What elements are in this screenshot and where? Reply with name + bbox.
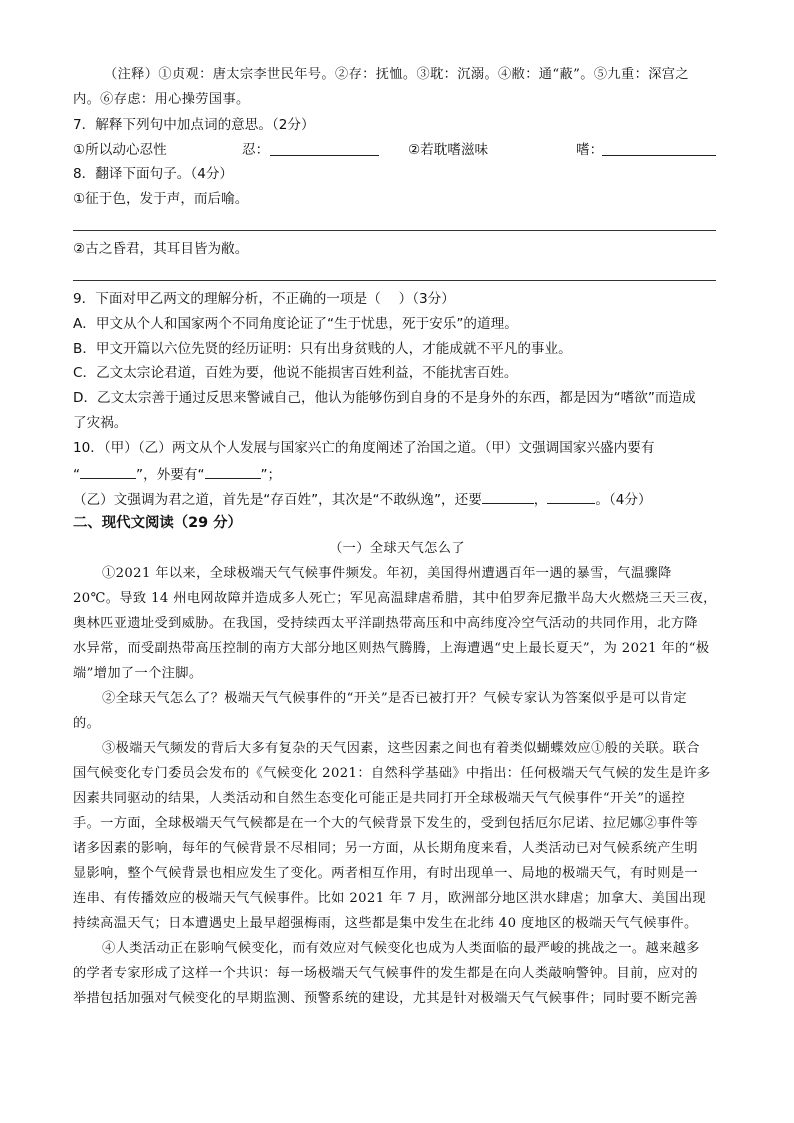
q9-option-c: C．乙文太宗论君道，百姓为要，他说不能损害百姓利益，不能扰害百姓。 — [73, 365, 518, 381]
q10-line-3-start: （乙）文强调为君之道，首先是“存百姓”，其次是“不敢纵逸”，还要 — [73, 492, 482, 508]
p3-line-4: 手。一方面，全球极端天气气候都是在一个大的气候背景下发生的，受到包括厄尔尼诺、拉尼娜②事件等 — [73, 816, 699, 831]
q9-option-d: D．乙文太宗善于通过反思来警诫自己，他认为能够伤到自身的不是身外的东西，都是因为“嗜欲”而造成 — [73, 390, 696, 406]
q7-answer-blank-1[interactable] — [270, 141, 379, 156]
q10-line-3 — [73, 489, 652, 509]
p3-line-5: 诸多因素的影响，每年的气候背景不尽相同；另一方面，从长期角度来看，人类活动已对气候系统产生明 — [73, 841, 699, 856]
q7-item-1-key: 忍： — [242, 142, 270, 158]
q7-title: 7．解释下列句中加点词的意思。（2分） — [73, 117, 315, 133]
notes-line-1: （注释）①贞观：唐太宗李世民年号。②存：抚恤。③耽：沉溺。④敝：通“蔽”。⑤九重：深宫之 — [104, 67, 689, 82]
q7-item-2-key: 嗜： — [576, 142, 604, 158]
q10-line-3-end: 。（4分） — [595, 492, 652, 508]
q10-blank-3[interactable] — [482, 489, 534, 504]
p4-line-2: 的学者专家形成了这样一个共识：每一场极端天气气候事件的发生都是在向人类敲响警钟。目前，应对的 — [73, 966, 699, 981]
p3-line-6: 显影响，整个气候背景也相应发生了变化。两者相互作用，有时出现单一、局地的极端天气，有时则是一 — [73, 866, 699, 881]
p1-line-5: 端”增加了一个注脚。 — [73, 666, 203, 681]
section-heading: 二、现代文阅读（29 分） — [73, 515, 242, 531]
q10-line-2-end: ”； — [260, 467, 282, 483]
p3-line-3: 因素共同驱动的结果，人类活动和自然生态变化可能正是共同打开全球极端天气气候事件“开关”的遥控 — [73, 791, 686, 806]
q9-option-d-cont: 了灾祸。 — [73, 415, 128, 431]
p3-line-1: ③极端天气频发的背后大多有复杂的天气因素，这些因素之间也有着类似蝴蝶效应①般的关联。联合 — [102, 741, 700, 756]
p4-line-1: ④人类活动正在影响气候变化，而有效应对气候变化也成为人类面临的最严峻的挑战之一。越来越多 — [102, 941, 700, 956]
q8-answer-line-2[interactable] — [73, 280, 716, 281]
q8-item-1: ①征于色，发于声，而后喻。 — [73, 191, 249, 207]
q10-line-2 — [73, 464, 281, 484]
p3-line-2: 国气候变化专门委员会发布的《气候变化 2021：自然科学基础》中指出：任何极端天气气候的发生是许多 — [73, 766, 711, 781]
p1-line-4: 水异常，而受副热带高压控制的南方大部分地区则热气腾腾，上海遭遇“史上最长夏天”，为 2021 年的“极 — [73, 641, 710, 656]
q7-item-1: ①所以动心忍性 — [73, 142, 167, 158]
q7-item-2: ②若耽嗜滋味 — [408, 142, 489, 158]
q7-answer-blank-2[interactable] — [602, 141, 716, 156]
q10-blank-1[interactable] — [80, 464, 136, 479]
q8-answer-line-1[interactable] — [73, 230, 716, 231]
q10-line-3-comma: ， — [533, 492, 548, 508]
q10-blank-2[interactable] — [205, 464, 261, 479]
q10-line-2-mid: ”，外要有“ — [136, 467, 205, 483]
q10-quote-open: “ — [73, 467, 81, 483]
p3-line-7: 连串、有传播效应的极端天气气候事件。比如 2021 年 7 月，欧洲部分地区洪水肆虐；加拿大、美国出现 — [73, 891, 706, 906]
p2-line-2: 的。 — [73, 716, 101, 731]
p2-line-1: ②全球天气怎么了？极端天气气候事件的“开关”是否已被打开？气候专家认为答案似乎是可以肯定 — [102, 691, 687, 706]
p1-line-2: 20℃。导致 14 州电网故障并造成多人死亡；军见高温肆虐希腊，其中伯罗奔尼撒半岛大火燃烧三天三夜， — [73, 591, 717, 606]
q9-option-a: A．甲文从个人和国家两个不同角度论证了“生于忧患，死于安乐”的道理。 — [73, 316, 518, 332]
q10-blank-4[interactable] — [547, 489, 595, 504]
q8-item-2: ②古之昏君，其耳目皆为敝。 — [73, 241, 249, 257]
q9-title: 9．下面对甲乙两文的理解分析，不正确的一项是（ ）（3分） — [73, 291, 455, 307]
q8-title: 8．翻译下面句子。（4分） — [73, 166, 234, 182]
p1-line-1: ①2021 年以来，全球极端天气气候事件频发。年初，美国得州遭遇百年一遇的暴雪，气温骤降 — [102, 566, 672, 581]
notes-line-2: 内。⑥存虑：用心操劳国事。 — [73, 92, 250, 107]
p1-line-3: 奥林匹亚遗址受到威胁。在我国，受持续西太平洋副热带高压和中高纬度冷空气活动的共同作用，北方降 — [73, 616, 699, 631]
p4-line-3: 举措包括加强对气候变化的早期监测、预警系统的建设，尤其是针对极端天气气候事件；同时要不断完善 — [73, 991, 699, 1006]
p3-line-8: 持续高温天气；日本遭遇史上最早超强梅雨，这些都是集中发生在北纬 40 度地区的极端天气气候事件。 — [73, 916, 698, 931]
q9-option-b: B．甲文开篇以六位先贤的经历证明：只有出身贫贱的人，才能成就不平凡的事业。 — [73, 341, 572, 357]
passage-title: （一）全球天气怎么了 — [329, 541, 465, 556]
q10-line-1: 10．（甲）（乙）两文从个人发展与国家兴亡的角度阐述了治国之道。（甲）文强调国家兴盛内要有 — [73, 440, 655, 456]
